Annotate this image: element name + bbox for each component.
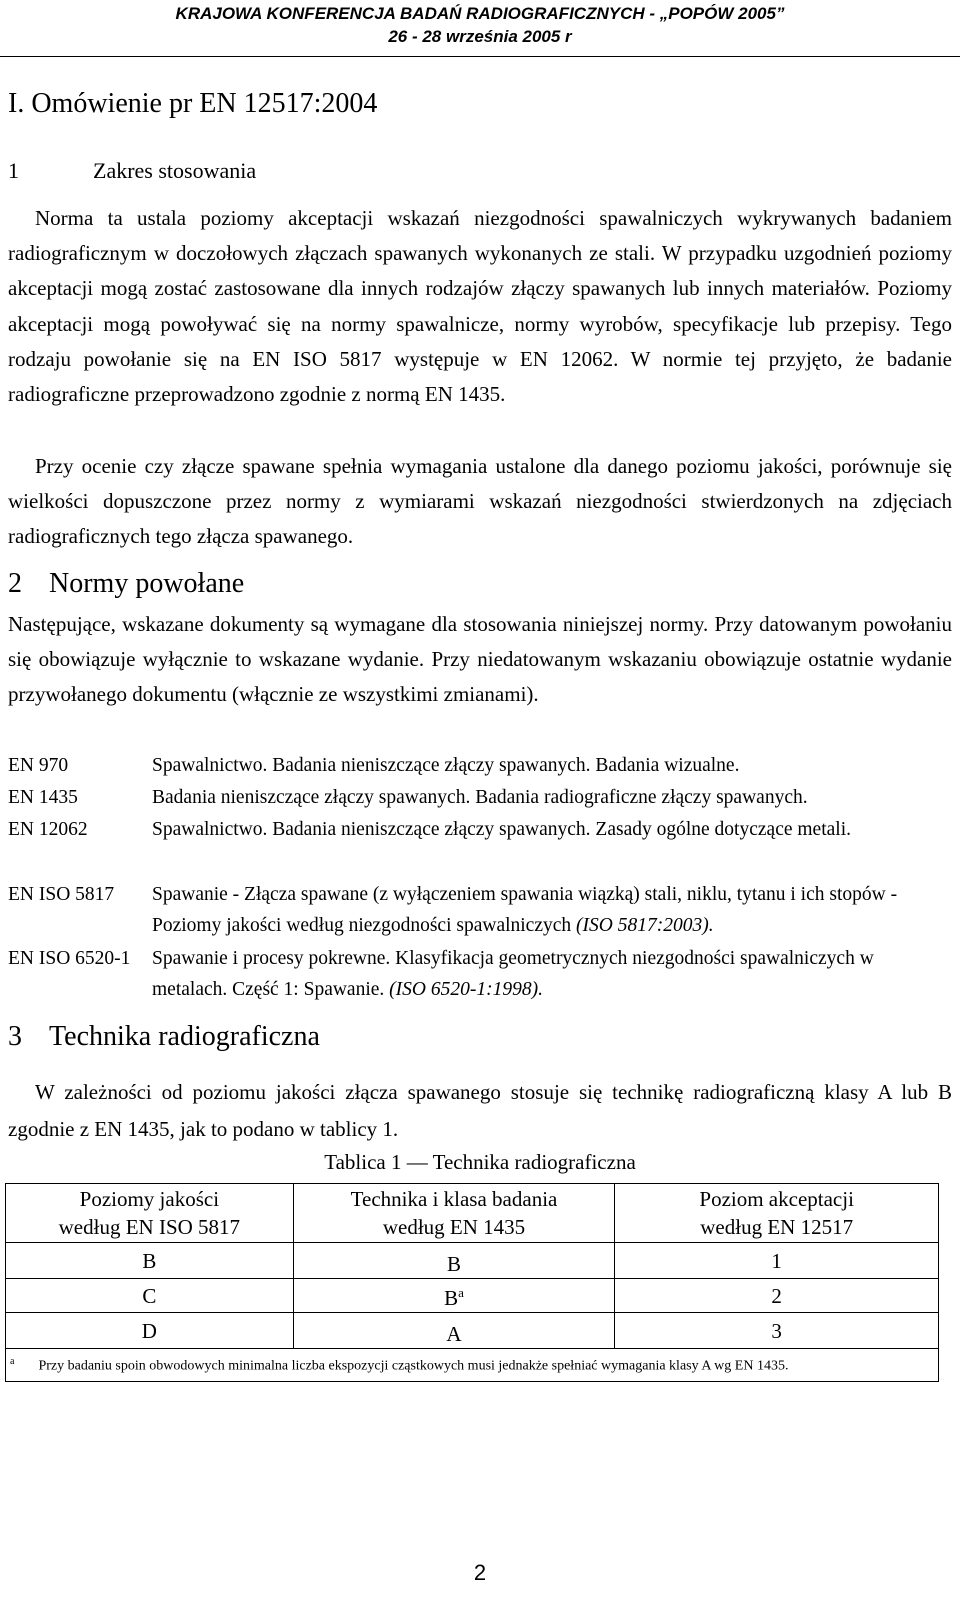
reference-code: EN 1435 [8,787,78,808]
section-2-title: Normy powołane [49,568,245,599]
table-header-row [6,1184,939,1243]
section-1-paragraph-1: Norma ta ustala poziomy akceptacji wskazań niezgodności spawalniczych wykrywanych badaniem radiograficznym w doczołowych złączach spawanych wykonanych ze stali. W przypadku uzgodnień poziomy akceptacji mogą zostać zastosowane dla innych rodzajów złączy spawanych lub innych materiałów. Poziomy akceptacji mogą powoływać się na normy spawalnicze, normy wyrobów, specyfikacje lub przepisy. Tego rodzaju powołanie się na EN ISO 5817 występuje w EN 12062. W normie tej przyjęto, że badanie radiograficzne przeprowadzono zgodnie z normą EN 1435. [8,206,952,407]
reference-description: Spawanie - Złącza spawane (z wyłączeniem spawania wiązką) stali, niklu, tytanu i ich stopów - Poziomy jakości według niezgodności spawalniczych (ISO 5817:2003). [152,884,898,936]
table-row [6,1313,939,1349]
table-footnote: $^a$ Przy badaniu spoin obwodowych minimalna liczba ekspozycji cząstkowych musi jednakże spełniać wymagania klasy A wg EN 1435. [6,1349,939,1382]
table-caption: Tablica 1 –– Technika radiograficzna [324,1150,636,1174]
table-cell: $B^a$ [293,1279,615,1313]
table-cell: 2 [615,1279,939,1313]
header-divider [0,56,960,57]
section-2-paragraph: Następujące, wskazane dokumenty są wymagane dla stosowania niniejszej normy. Przy datowanym powołaniu się obowiązuje wyłącznie to wskazane wydanie. Przy niedatowanym wskazaniu obowiązuje ostatnie wydanie przywołanego dokumentu (włącznie ze wszystkimi zmianami). [8,612,952,707]
reference-code: EN 12062 [8,819,88,840]
table-header-cell: Poziom akceptacji według EN 12517 [615,1184,939,1243]
table-header-cell: Technika i klasa badania według EN 1435 [293,1184,615,1243]
table-cell: 1 [615,1243,939,1279]
reference-code: EN 970 [8,755,69,776]
reference-description: Spawalnictwo. Badania nieniszczące złączy spawanych. Zasady ogólne dotyczące metali. [152,819,851,840]
table-header-cell: Poziomy jakości według EN ISO 5817 [6,1184,294,1243]
reference-code: EN ISO 5817 [8,884,115,905]
section-3-title: Technika radiograficzna [49,1021,320,1052]
table-row [6,1243,939,1279]
table-row [6,1279,939,1313]
section-1-number: 1 [8,158,19,183]
reference-description: Spawanie i procesy pokrewne. Klasyfikacja geometrycznych niezgodności spawalniczych w metalach. Część 1: Spawanie. (ISO 6520-1:1998). [152,948,874,1000]
table-footnote-row [6,1349,939,1382]
section-1-heading [8,158,256,184]
table-cell: C [6,1279,294,1313]
section-2-number: 2 [8,568,22,599]
table-cell: 3 [615,1313,939,1349]
section-3-paragraph: W zależności od poziomu jakości złącza spawanego stosuje się technikę radiograficzną klasy A lub B zgodnie z EN 1435, jak to podano w tablicy 1. [8,1080,952,1141]
reference-code: EN ISO 6520-1 [8,948,131,969]
table-cell: A [293,1313,615,1349]
page-number: 2 [473,1560,487,1585]
table-cell: B [6,1243,294,1279]
reference-description: Spawalnictwo. Badania nieniszczące złączy spawanych. Badania wizualne. [152,755,740,776]
section-2-heading [8,568,244,600]
conference-header-dates: 26 - 28 września 2005 r [388,27,572,46]
table-cell: D [6,1313,294,1349]
technique-table [5,1183,939,1382]
reference-description: Badania nieniszczące złączy spawanych. Badania radiograficzne złączy spawanych. [152,787,808,808]
section-3-heading [8,1021,320,1053]
section-3-number: 3 [8,1021,22,1052]
section-1-paragraph-2: Przy ocenie czy złącze spawane spełnia wymagania ustalone dla danego poziomu jakości, porównuje się wielkości dopuszczone przez normy z wymiarami wskazań niezgodności stwierdzonych na zdjęciach radiograficznych tego złącza spawanego. [8,454,952,549]
conference-header-title: KRAJOWA KONFERENCJA BADAŃ RADIOGRAFICZNYCH - „POPÓW 2005” [175,4,785,23]
table-cell: B [293,1243,615,1279]
section-1-title: Zakres stosowania [93,158,257,183]
document-title: I. Omówienie pr EN 12517:2004 [8,88,378,119]
